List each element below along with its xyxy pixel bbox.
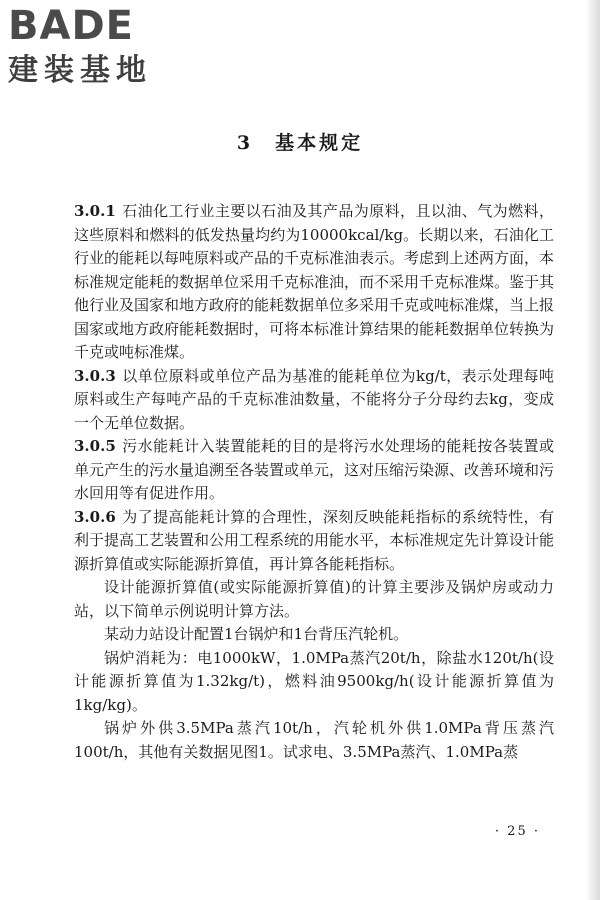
clause-3-0-6 <box>74 506 554 577</box>
clause-number: 3.0.1 <box>74 202 116 220</box>
page-number: · 25 · <box>494 824 540 839</box>
clause-3-0-3 <box>74 365 554 436</box>
clause-3-0-5 <box>74 435 554 506</box>
paragraph-boiler-supply: 锅炉外供3.5MPa蒸汽10t/h，汽轮机外供1.0MPa背压蒸汽100t/h，其他有关数据见图1。试求电、3.5MPa蒸汽、1.0MPa蒸 <box>74 719 554 761</box>
paragraph-boiler-consumption: 锅炉消耗为：电1000kW，1.0MPa蒸汽20t/h，除盐水120t/h(设计能源折算值为1.32kg/t)，燃料油9500kg/h(设计能源折算值为1kg/kg)。 <box>74 648 554 714</box>
clause-number: 3.0.3 <box>74 366 116 385</box>
clause-3-0-1 <box>74 200 554 365</box>
logo-subtitle: 建装基地 <box>8 53 152 88</box>
clause-text: 以单位原料或单位产品为基准的能耗单位为kg/t，表示处理每吨原料或生产每吨产品的千克标准油数量，不能将分子分母约去kg，变成一个无单位数据。 <box>74 366 554 432</box>
clause-text: 为了提高能耗计算的合理性，深刻反映能耗指标的系统特性，有利于提高工艺装置和公用工程系统的用能水平，本标准规定先计算设计能源折算值或实际能源折算值，再计算各能耗指标。 <box>74 507 555 573</box>
clause-number: 3.0.6 <box>74 507 116 526</box>
paragraph-calc-scope: 设计能源折算值(或实际能源折算值)的计算主要涉及锅炉房或动力站，以下简单示例说明计算方法。 <box>74 578 554 620</box>
chapter-title: 3 基本规定 <box>236 132 364 154</box>
document-body <box>74 200 554 764</box>
clause-text: 污水能耗计入装置能耗的目的是将污水处理场的能耗按各装置或单元产生的污水量追溯至各装置或单元，这对压缩污染源、改善环境和污水回用等有促进作用。 <box>74 437 555 502</box>
logo-wordmark: BADE <box>8 3 134 49</box>
brand-logo <box>8 4 178 94</box>
clause-number: 3.0.5 <box>74 437 116 455</box>
clause-text: 石油化工行业主要以石油及其产品为原料，且以油、气为燃料，这些原料和燃料的低发热量均约为10000kcal/kg。长期以来，石油化工行业的能耗以每吨原料或产品的千克标准油表示。考虑到上述两方面，本标准规定能耗的数据单位采用千克标准油，而不采用千克标准煤。鉴于其他行业及国家和地方政府的能耗数据单位多采用千克或吨标准煤，当上报国家或地方政府能耗数据时，可将本标准计算结果的能耗数据单位转换为千克或吨标准煤。 <box>74 202 555 361</box>
paragraph-example-setup: 某动力站设计配置1台锅炉和1台背压汽轮机。 <box>104 625 409 643</box>
